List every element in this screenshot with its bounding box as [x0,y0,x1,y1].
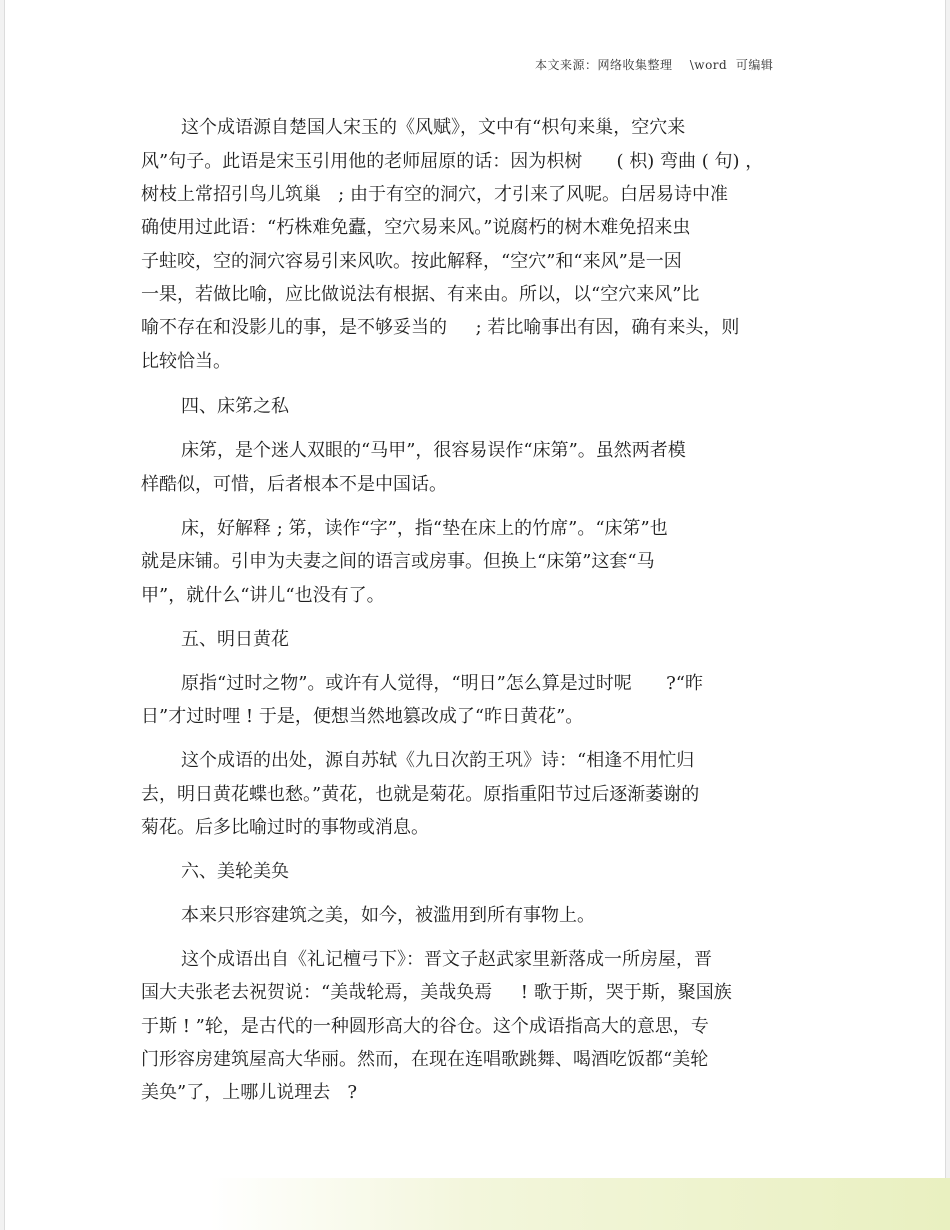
text-line: 床笫，是个迷人双眼的“马甲”，很容易误作“床第”。虽然两者模 [181,440,686,461]
document-page [4,0,946,1230]
section-heading: 六、美轮美奂 [181,861,289,882]
footer-decoration [210,1178,950,1230]
text-line: 国大夫张老去祝贺说：“美哉轮焉，美哉奂焉 ! 歌于斯，哭于斯，聚国族 [141,982,732,1003]
text-line: 去，明日黄花蝶也愁。”黄花，也就是菊花。原指重阳节过后逐渐萎谢的 [141,784,700,805]
text-line: 树枝上常招引鸟儿筑巢 ; 由于有空的洞穴，才引来了风呢。白居易诗中准 [141,184,728,205]
text-line: 子蛀咬，空的洞穴容易引来风吹。按此解释，“空穴”和“来风”是一因 [141,251,682,272]
section-heading: 四、床笫之私 [181,396,289,417]
text-line: 样酷似，可惜，后者根本不是中国话。 [141,474,447,495]
text-line: 门形容房建筑屋高大华丽。然而，在现在连唱歌跳舞、喝酒吃饭都“美轮 [141,1049,709,1070]
text-line: 喻不存在和没影儿的事，是不够妥当的 ; 若比喻事出有因，确有来头，则 [141,317,740,338]
text-line: 就是床铺。引申为夫妻之间的语言或房事。但换上“床第”这套“马 [141,551,655,572]
text-line: 一果，若做比喻，应比做说法有根据、有来由。所以，以“空穴来风”比 [141,284,700,305]
text-line: 日”才过时哩 ! 于是，便想当然地篡改成了“昨日黄花”。 [141,706,584,727]
text-line: 风”句子。此语是宋玉引用他的老师屈原的话：因为枳树 ( 枳) 弯曲 ( 句) ， [141,151,764,172]
text-line: 美奂”了，上哪儿说理去 ? [141,1082,358,1103]
text-line: 这个成语出自《礼记檀弓下》：晋文子赵武家里新落成一所房屋，晋 [181,949,712,970]
text-line: 确使用过此语：“朽株难免蠹，空穴易来风。”说腐朽的树木难免招来虫 [141,217,691,238]
section-heading: 五、明日黄花 [181,629,289,650]
source-header: 本文来源：网络收集整理 \word 可编辑 [535,58,774,72]
text-line: 于斯 ! ”轮，是古代的一种圆形高大的谷仓。这个成语指高大的意思，专 [141,1016,709,1037]
text-line: 这个成语源自楚国人宋玉的《风赋》，文中有“枳句来巢，空穴来 [181,117,686,138]
text-line: 原指“过时之物”。或许有人觉得，“明日”怎么算是过时呢 ?“昨 [181,673,703,694]
text-line: 本来只形容建筑之美，如今，被滥用到所有事物上。 [181,905,595,926]
text-line: 比较恰当。 [141,351,231,372]
text-line: 菊花。后多比喻过时的事物或消息。 [141,817,429,838]
text-line: 甲”，就什么“讲儿“也没有了。 [141,585,385,606]
text-line: 床，好解释 ; 笫，读作“字”，指“垫在床上的竹席”。“床笫”也 [181,518,668,539]
text-line: 这个成语的出处，源自苏轼《九日次韵王巩》诗：“相逢不用忙归 [181,750,695,771]
